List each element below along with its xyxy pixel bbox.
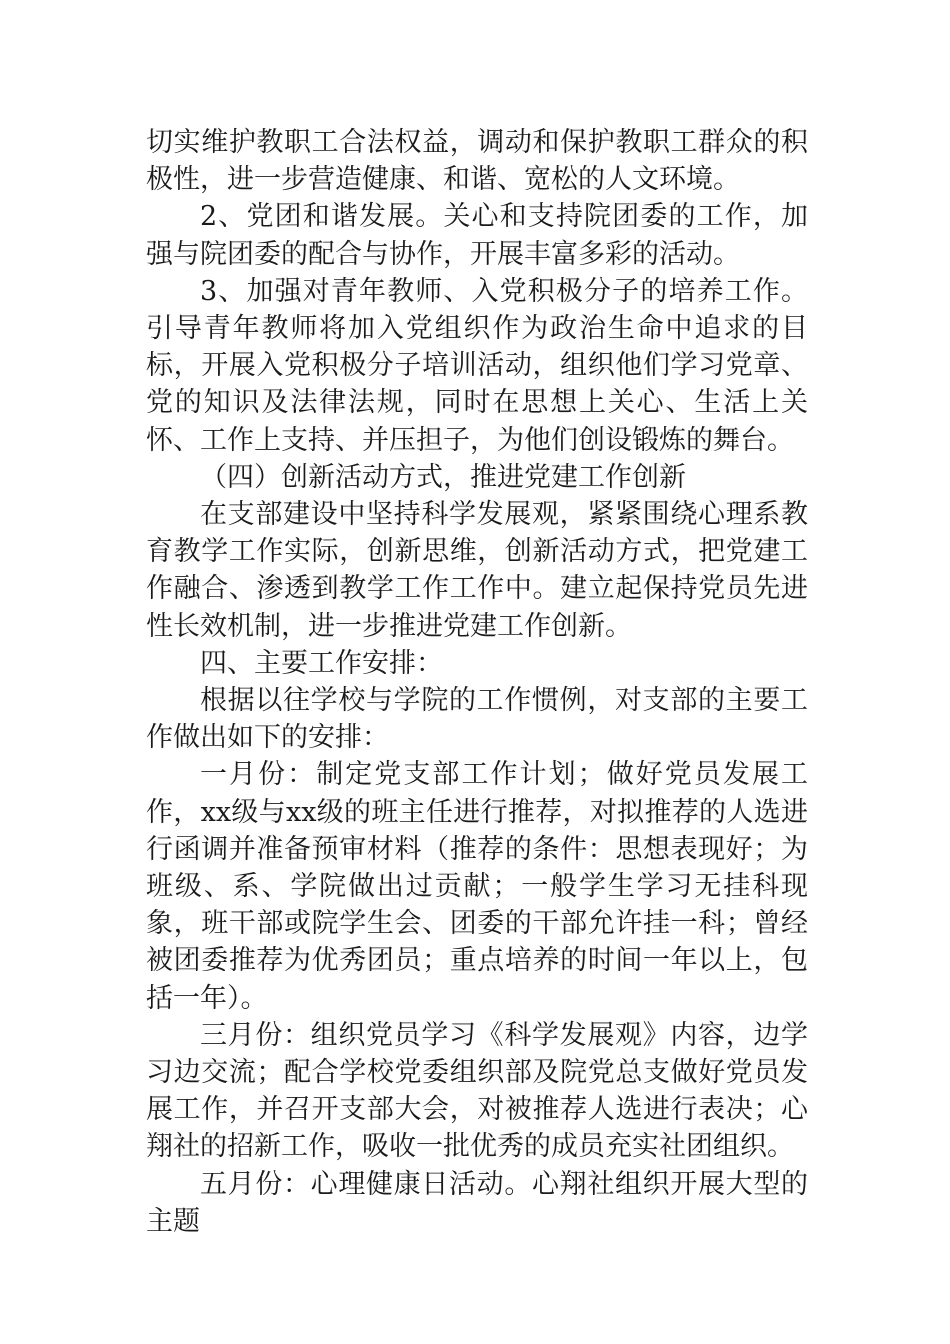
paragraph-young-teachers: 3、加强对青年教师、入党积极分子的培养工作。引导青年教师将加入党组织作为政治生命中追求的目标，开展入党积极分子培训活动，组织他们学习党章、党的知识及法律法规，同时在思想上关心、生活上关怀、工作上支持、并压担子，为他们创设锻炼的舞台。 (146, 275, 808, 456)
section-heading-innovation: （四）创新活动方式，推进党建工作创新 (200, 461, 686, 493)
paragraph-rights: 切实维护教职工合法权益，调动和保护教职工群众的积极性，进一步营造健康、和谐、宽松的人文环境。 (146, 127, 808, 196)
section-heading-work-arrangement: 四、主要工作安排： (200, 647, 443, 679)
document-body (146, 124, 808, 1240)
paragraph-branch-building: 在支部建设中坚持科学发展观，紧紧围绕心理系教育教学工作实际，创新思维，创新活动方式，把党建工作融合、渗透到教学工作工作中。建立起保持党员先进性长效机制，进一步推进党建工作创新。 (146, 499, 808, 642)
paragraph-may: 五月份：心理健康日活动。心翔社组织开展大型的主题 (146, 1168, 808, 1237)
paragraph-january: 一月份：制定党支部工作计划；做好党员发展工作，xx级与xx级的班主任进行推荐，对拟推荐的人选进行函调并准备预审材料（推荐的条件：思想表现好；为班级、系、学院做出过贡献；一般学生学习无挂科现象，班干部或院学生会、团委的干部允许挂一科；曾经被团委推荐为优秀团员；重点培养的时间一年以上，包括一年）。 (146, 759, 808, 1014)
paragraph-party-league: 2、党团和谐发展。关心和支持院团委的工作，加强与院团委的配合与协作，开展丰富多彩的活动。 (146, 201, 808, 270)
paragraph-march: 三月份：组织党员学习《科学发展观》内容，边学习边交流；配合学校党委组织部及院党总支做好党员发展工作，并召开支部大会，对被推荐人选进行表决；心翔社的招新工作，吸收一批优秀的成员充实社团组织。 (146, 1019, 808, 1163)
paragraph-arrangement-intro: 根据以往学校与学院的工作惯例，对支部的主要工作做出如下的安排： (146, 685, 808, 754)
